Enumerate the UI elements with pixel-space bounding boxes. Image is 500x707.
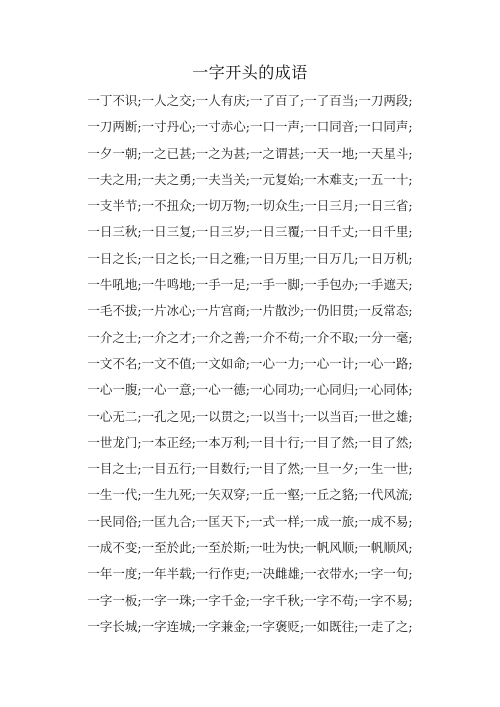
idiom-line: 一毛不拔;一片冰心;一片宫商;一片散沙;一仍旧贯;一反常态; xyxy=(87,303,413,319)
idiom-line: 一牛吼地;一牛鸣地;一手一足;一手一脚;一手包办;一手遮天; xyxy=(87,277,413,293)
idiom-line: 一字一板;一字一珠;一字千金;一字千秋;一字不苟;一字不易; xyxy=(87,592,413,608)
idiom-line: 一日三秋;一日三复;一日三岁;一日三覆;一日千丈;一日千里; xyxy=(87,224,413,240)
idiom-line: 一字长城;一字连城;一字兼金;一字褒贬;一如既往;一走了之; xyxy=(87,618,413,634)
idiom-line: 一生一代;一生九死;一矢双穿;一丘一壑;一丘之貉;一代风流; xyxy=(87,487,413,503)
idiom-line: 一成不变;一至於此;一至於斯;一吐为快;一帆风顺;一帆顺风; xyxy=(87,540,413,556)
idiom-line: 一世龙门;一本正经;一本万利;一目十行;一目了然;一目了然; xyxy=(87,434,413,450)
idiom-line: 一文不名;一文不值;一文如命;一心一力;一心一计;一心一路; xyxy=(87,355,413,371)
idiom-line: 一夫之用;一夫之勇;一夫当关;一元复始;一木难支;一五一十; xyxy=(87,171,413,187)
idiom-line: 一夕一朝;一之已甚;一之为甚;一之谓甚;一天一地;一天星斗; xyxy=(87,145,413,161)
idiom-line: 一支半节;一不扭众;一切万物;一切众生;一日三月;一日三省; xyxy=(87,198,413,214)
idiom-list xyxy=(0,88,500,640)
idiom-line: 一刀两断;一寸丹心;一寸赤心;一口一声;一口同音;一口同声; xyxy=(87,119,413,135)
idiom-line: 一民同俗;一匡九合;一匡天下;一式一样;一成一旅;一成不易; xyxy=(87,513,413,529)
idiom-line: 一心一腹;一心一意;一心一德;一心同功;一心同归;一心同体; xyxy=(87,382,413,398)
idiom-line: 一介之士;一介之才;一介之善;一介不苟;一介不取;一分一毫; xyxy=(87,329,413,345)
idiom-line: 一日之长;一日之长;一日之雅;一日万里;一日万几;一日万机; xyxy=(87,250,413,266)
idiom-line: 一丁不识;一人之交;一人有庆;一了百了;一了百当;一刀两段; xyxy=(87,93,413,108)
document-title: 一字开头的成语 xyxy=(192,63,308,82)
idiom-line: 一年一度;一年半载;一行作吏;一决雌雄;一衣带水;一字一句; xyxy=(87,566,413,582)
idiom-line: 一心无二;一孔之见;一以贯之;一以当十;一以当百;一世之雄; xyxy=(87,408,413,424)
idiom-line: 一目之士;一目五行;一目数行;一目了然;一旦一夕;一生一世; xyxy=(87,461,413,477)
